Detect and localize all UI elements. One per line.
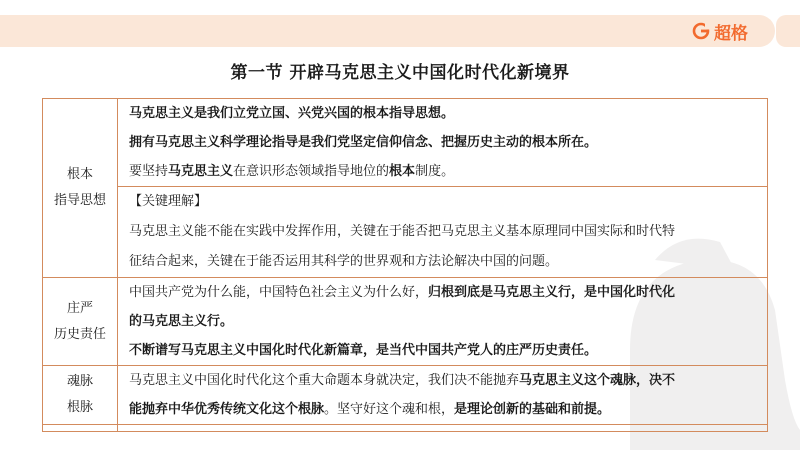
- table-row: [43, 366, 768, 425]
- g-circle-icon: [692, 22, 710, 40]
- table-row: [43, 278, 768, 366]
- keypoint-heading: 【关键理解】: [129, 194, 208, 209]
- row-label-cell: [43, 278, 118, 366]
- table-row: [43, 425, 768, 432]
- content-line: 中国共产党为什么能，中国特色社会主义为什么好，归根到底是马克思主义行，是中国化时代化: [129, 285, 676, 300]
- content-line: 马克思主义能不能在实践中发挥作用，关键在于能否把马克思主义基本原理同中国实际和时代特: [129, 224, 676, 239]
- content-cell: [118, 366, 768, 425]
- content-line: 马克思主义中国化时代化这个重大命题本身就决定，我们决不能抛弃马克思主义这个魂脉，决不: [129, 373, 676, 388]
- content-line: 不断谱写马克思主义中国化时代化新篇章，是当代中国共产党人的庄严历史责任。: [129, 343, 598, 358]
- row-label: 根脉: [66, 400, 93, 415]
- keypoint-cell: [118, 187, 768, 278]
- table-row: [43, 187, 768, 278]
- content-line: 拥有马克思主义科学理论指导是我们党坚定信仰信念、把握历史主动的根本所在。: [129, 135, 598, 150]
- row-label: 根本: [66, 167, 93, 182]
- row-label: 魂脉: [66, 374, 93, 389]
- content-line: 征结合起来，关键在于能否运用其科学的世界观和方法论解决中国的问题。: [129, 254, 559, 269]
- row-label: 历史责任: [53, 326, 106, 342]
- brand-name: 超格: [714, 23, 748, 44]
- header-corner-tab: [776, 15, 800, 47]
- content-line: 马克思主义是我们立党立国、兴党兴国的根本指导思想。: [129, 106, 455, 121]
- content-line: 能抛弃中华优秀传统文化这个根脉。坚守好这个魂和根，是理论创新的基础和前提。: [129, 402, 611, 417]
- row-label: 指导思想: [53, 193, 106, 208]
- content-cell: [118, 278, 768, 366]
- content-cell: [118, 99, 768, 187]
- row-label-cell: [43, 99, 118, 278]
- page-title: 第一节 开辟马克思主义中国化时代化新境界: [230, 63, 570, 83]
- header-band: [0, 15, 775, 47]
- content-table: [42, 98, 768, 432]
- brand-logo: [692, 19, 748, 43]
- content-line: 的马克思主义行。: [129, 314, 234, 329]
- table-row: [43, 99, 768, 187]
- row-label-cell: [43, 366, 118, 425]
- row-label: 庄严: [66, 300, 93, 316]
- content-line: 要坚持马克思主义在意识形态领域指导地位的根本制度。: [129, 164, 455, 179]
